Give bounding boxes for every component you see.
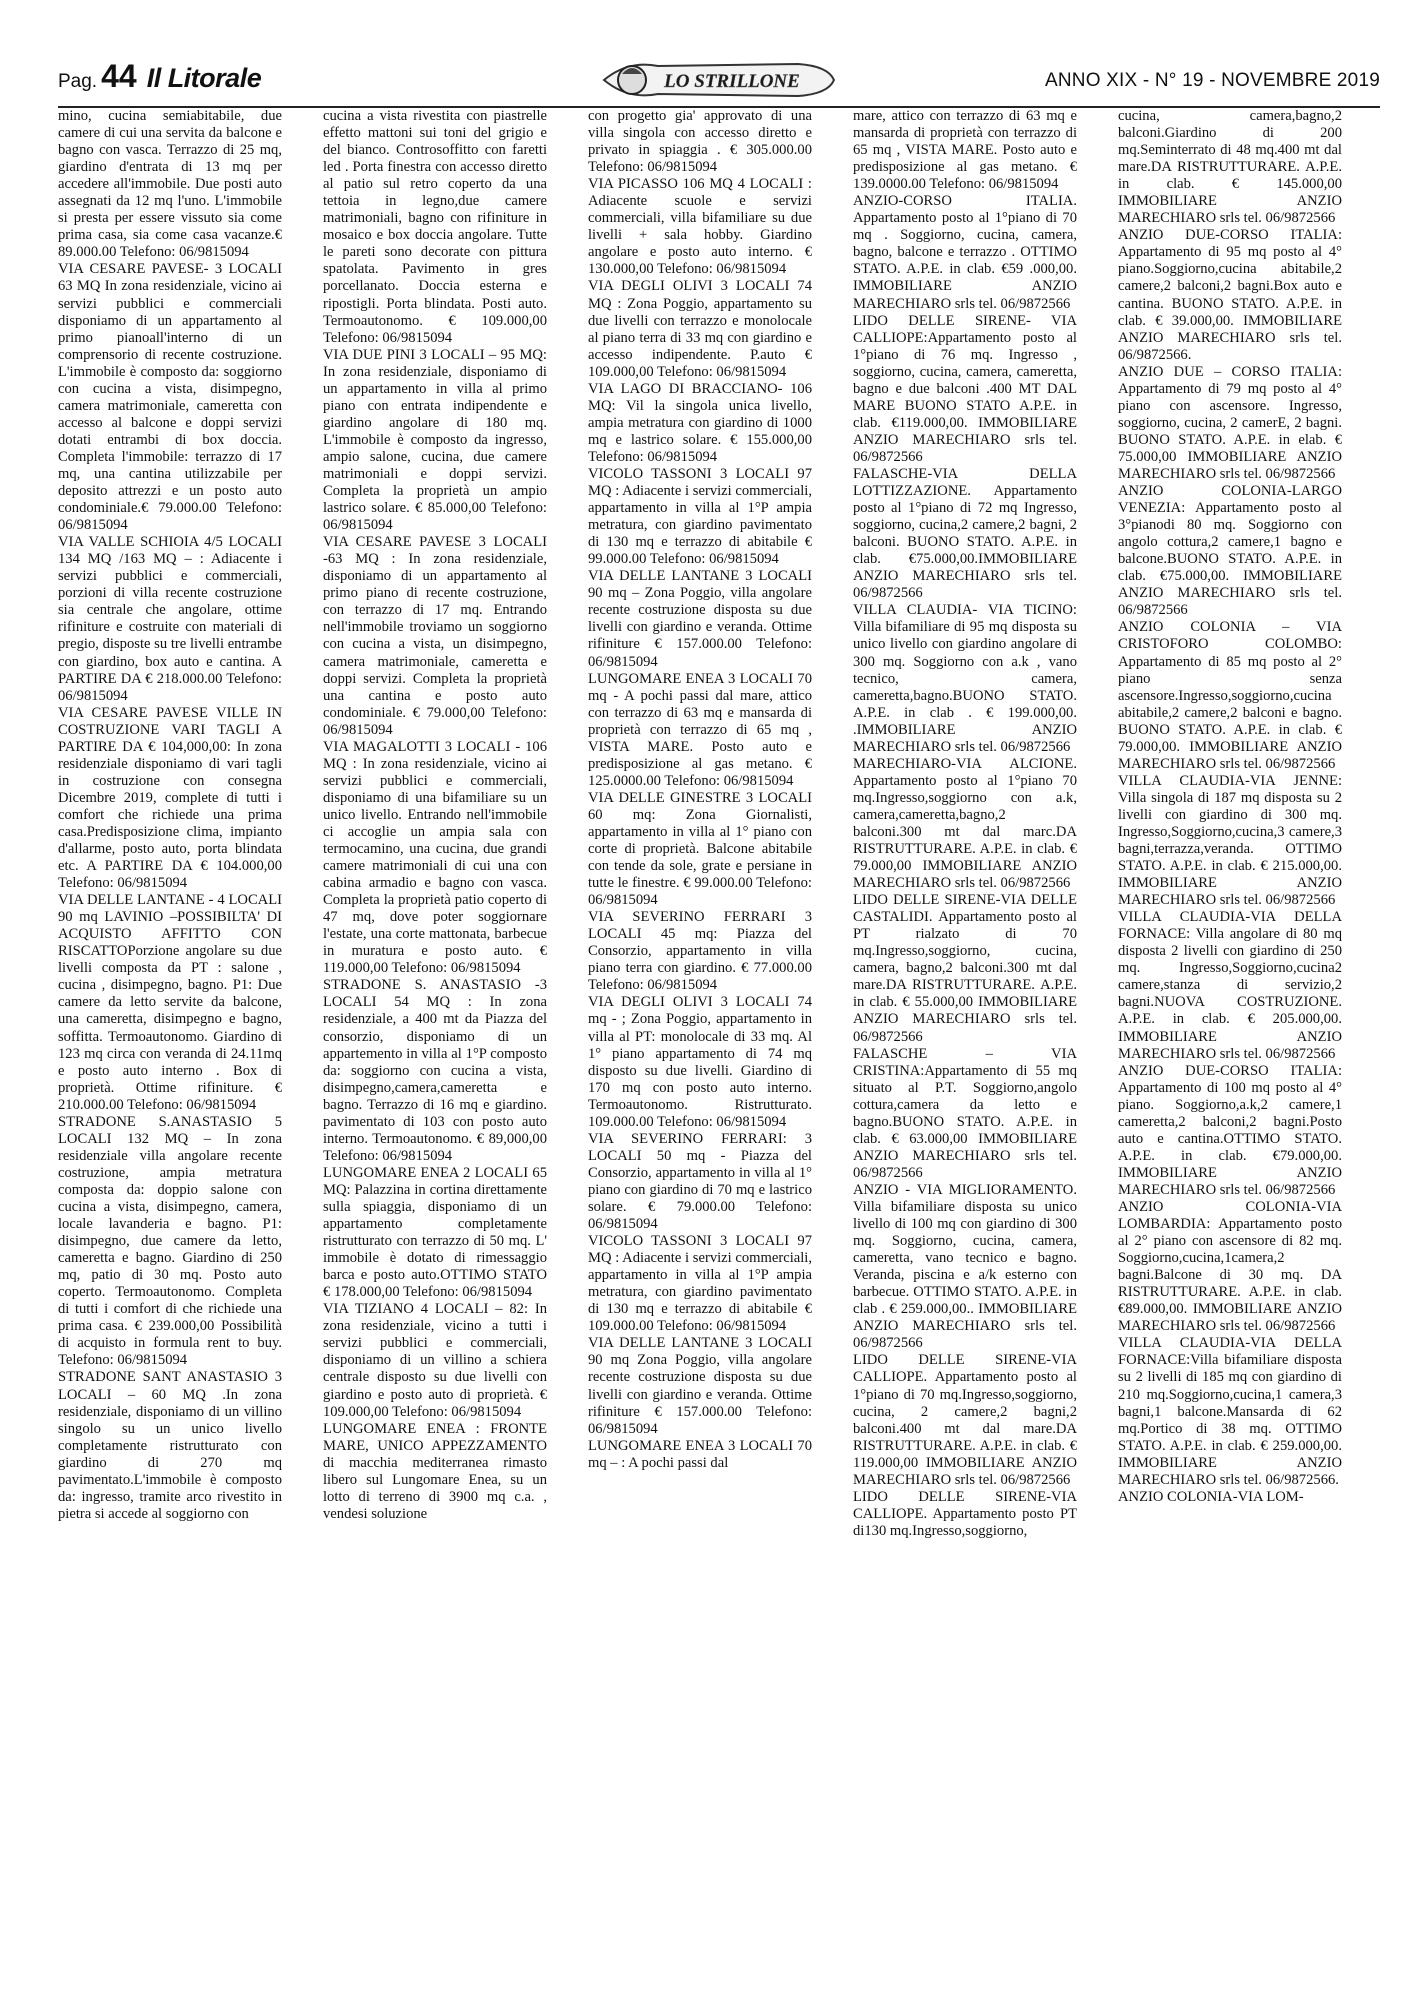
listing: FALASCHE-VIA DELLA LOTTIZZAZIONE. Appartamento posto al 1°piano di 72 mq Ingresso, soggiorno, cucina,2 camere,2 bagni, 2 balconi. BUONO STATO. A.P.E. in clab. €75.000,00.IMMOBILIARE ANZIO MARECHIARO srls tel. 06/9872566 bbox=[853, 465, 1077, 602]
listing: VIA SEVERINO FERRARI 3 LOCALI 45 mq: Piazza del Consorzio, appartamento in villa piano terra con giardino. € 77.000.00 Telefono: 06/9815094 bbox=[588, 909, 812, 994]
newspaper-name: Il Litorale bbox=[146, 63, 262, 93]
page-number: 44 bbox=[101, 58, 137, 94]
column-3 bbox=[588, 108, 812, 1984]
listing: FALASCHE – VIA CRISTINA:Appartamento di 55 mq situato al P.T. Soggiorno,angolo cottura,camera da letto e bagno.BUONO STATO. A.P.E. in clab. € 63.000,00 IMMOBILIARE ANZIO MARECHIARO srls tel. 06/9872566 bbox=[853, 1045, 1077, 1181]
issue-info: ANNO XIX - N° 19 - NOVEMBRE 2019 bbox=[1045, 70, 1380, 91]
listing: ANZIO COLONIA-VIA LOMBARDIA: Appartamento posto al 2° piano con ascensore di 82 mq. Soggiorno,cucina,1camera,2 bagni.Balcone di 30 mq. DA RISTRUTTURARE. A.P.E. in clab. €89.000,00. IMMOBILIARE ANZIO MARECHIARO srls tel. 06/9872566 bbox=[1118, 1199, 1342, 1335]
listing: VILLA CLAUDIA-VIA DELLA FORNACE:Villa bifamiliare disposta su 2 livelli di 185 mq con giardino di 210 mq.Soggiorno,cucina,1 camera,3 bagni,1 balcone.Mansarda di 62 mq.Portico di 38 mq. OTTIMO STATO. A.P.E. in clab. € 259.000,00. IMMOBILIARE ANZIO MARECHIARO srls tel. 06/9872566. bbox=[1118, 1335, 1342, 1488]
listing: VIA VALLE SCHIOIA 4/5 LOCALI 134 MQ /163 MQ – : Adiacente i servizi pubblici e commerciali, porzioni di villa recente costruzione sia centrale che angolare, ottime rifiniture e costruite con materiali di pregio, disposte su tre livelli entrambe con giardino, box auto e cantina. A PARTIRE DA € 218.000.00 Telefono: 06/9815094 bbox=[58, 534, 282, 704]
column-5 bbox=[1118, 108, 1342, 1984]
listing: VIA DELLE LANTANE 3 LOCALI 90 mq – Zona Poggio, villa angolare recente costruzione disposta su due livelli con giardino e veranda. Ottime rifiniture € 157.000.00 Telefono: 06/9815094 bbox=[588, 568, 812, 670]
page-header bbox=[58, 60, 1380, 104]
listing: VIA CESARE PAVESE VILLE IN COSTRUZIONE VARI TAGLI A PARTIRE DA € 104,000,00: In zona residenziale disponiamo di vari tagli in costruzione con consegna Dicembre 2019, complete di tutti i comfort che richiede una prima casa.Predisposizione clima, impianto d'allarme, posto auto, porta blindata etc. A PARTIRE DA € 104.000,00 Telefono: 06/9815094 bbox=[58, 704, 282, 892]
listing: ANZIO COLONIA-VIA LOM- bbox=[1118, 1488, 1304, 1505]
listing: LIDO DELLE SIRENE- VIA CALLIOPE:Appartamento posto al 1°piano di 76 mq. Ingresso , soggiorno, cucina, camera, cameretta, bagno e due balconi .400 MT DAL MARE BUONO STATO A.P.E. in clab. €119.000,00. IMMOBILIARE ANZIO MARECHIARO srls tel. 06/9872566 bbox=[853, 312, 1077, 465]
column-1 bbox=[58, 108, 282, 1984]
listing: mino, cucina semiabitabile, due camere di cui una servita da balcone e bagno con vasca. Terrazzo di 25 mq, giardino d'entrata di 13 mq per accedere all'immobile. Due posti auto assegnati da 12 mq l'uno. L'immobile si presta per essere vissuto sia come prima casa, sia come casa vacanze.€ 89.000.00 Telefono: 06/9815094 bbox=[58, 108, 282, 261]
classifieds-columns bbox=[58, 108, 1380, 1986]
listing: STRADONE SANT ANASTASIO 3 LOCALI – 60 MQ .In zona residenziale, disponiamo di un villino singolo su un unico livello completamente ristrutturato con giardino di 270 mq pavimentato.L'immobile è composto da: ingresso, tramite arco rivestito in pietra si accede al soggiorno con bbox=[58, 1369, 282, 1522]
column-2 bbox=[323, 108, 547, 1984]
listing: VIA SEVERINO FERRARI: 3 LOCALI 50 mq - Piazza del Consorzio, appartamento in villa al 1° piano con giardino di 70 mq e lastrico solare. € 79.000.00 Telefono: 06/9815094 bbox=[588, 1130, 812, 1233]
listing: VILLA CLAUDIA-VIA DELLA FORNACE: Villa angolare di 80 mq disposta 2 livelli con giardino di 250 mq. Ingresso,Soggiorno,cucina2 camere,stanza di servizio,2 bagni.NUOVA COSTRUZIONE. A.P.E. in clab. € 205.000,00. IMMOBILIARE ANZIO MARECHIARO srls tel. 06/9872566 bbox=[1118, 909, 1342, 1062]
logo-text: LO STRILLONE bbox=[664, 71, 800, 92]
listing: LIDO DELLE SIRENE-VIA DELLE CASTALIDI. Appartamento posto al PT rialzato di 70 mq.Ingresso,soggiorno, cucina, camera, bagno,2 balconi.300 mt dal mare.DA RISTRUTTURARE. A.P.E. in clab. € 55.000,00 IMMOBILIARE ANZIO MARECHIARO srls tel. 06/9872566 bbox=[853, 892, 1077, 1045]
listing: ANZIO DUE – CORSO ITALIA: Appartamento di 79 mq posto al 4° piano con ascensore. Ingresso, soggiorno, cucina, 2 camerE, 2 bagni. BUONO STATO. A.P.E. in elab. € 75.000,00 IMMOBILIARE ANZIO MARECHIARO srls tel. 06/9872566 bbox=[1118, 363, 1342, 482]
listing: VIA CESARE PAVESE- 3 LOCALI 63 MQ In zona residenziale, vicino ai servizi pubblici e commerciali disponiamo di un appartamento al primo pianoall'interno di un comprensorio di recente costruzione. L'immobile è composto da: soggiorno con cucina a vista, disimpegno, camera matrimoniale, cameretta con accesso al balcone e doppi servizi dotati entrambi di box doccia. Completa l'immobile: terrazzo di 17 mq, una cantina utilizzabile per deposito attrezzi e un posto auto condominiale.€ 79.000.00 Telefono: 06/9815094 bbox=[58, 261, 282, 534]
listing: VIA LAGO DI BRACCIANO- 106 MQ: Vil la singola unica livello, ampia metratura con giardino di 1000 mq e lastrico solare. € 155.000,00 Telefono: 06/9815094 bbox=[588, 380, 812, 465]
listing: ANZIO COLONIA-LARGO VENEZIA: Appartamento posto al 3°pianodi 80 mq. Soggiorno con angolo cottura,2 camere,1 bagno e balcone.BUONO STATO. A.P.E. in clab. €75.000,00. IMMOBILIARE ANZIO MARECHIARO srls tel. 06/9872566 bbox=[1118, 483, 1342, 619]
lo-strillone-logo bbox=[598, 54, 838, 106]
listing: LUNGOMARE ENEA : FRONTE MARE, UNICO APPEZZAMENTO di macchia mediterranea rimasto libero sul Lungomare Enea, su un lotto di terreno di 3900 mq c.a. , vendesi soluzione bbox=[323, 1420, 547, 1522]
listing: cucina a vista rivestita con piastrelle effetto mattoni sui toni del grigio e del bianco. Controsoffitto con faretti led . Porta finestra con accesso diretto al patio sul retro coperto da una tettoia in legno,due camere matrimoniali, bagno con rifiniture in mosaico e box doccia angolare. Tutte le pareti sono decorate con pittura spatolata. Pavimento in gres porcellanato. Doccia esterna e ripostigli. Porta blindata. Posti auto. Termoautonomo. € 109.000,00 Telefono: 06/9815094 bbox=[323, 108, 547, 346]
listing: LUNGOMARE ENEA 3 LOCALI 70 mq – : A pochi passi dal bbox=[588, 1437, 812, 1471]
listing: LIDO DELLE SIRENE-VIA CALLIOPE. Appartamento posto al 1°piano di 70 mq.Ingresso,soggiorno, cucina, 2 camere,2 bagni,2 balconi.400 mt dal mare.DA RISTRUTTURARE. A.P.E. in clab. € 119.000,00 IMMOBILIARE ANZIO MARECHIARO srls tel. 06/9872566 bbox=[853, 1352, 1077, 1488]
listing: VILLA CLAUDIA- VIA TICINO: Villa bifamiliare di 95 mq disposta su unico livello con giardino angolare di 300 mq. Soggiorno con a.k , vano tecnico, camera, cameretta,bagno.BUONO STATO. A.P.E. in clab . € 199.000,00. .IMMOBILIARE ANZIO MARECHIARO srls tel. 06/9872566 bbox=[853, 602, 1077, 755]
listing: VIA DEGLI OLIVI 3 LOCALI 74 mq - ; Zona Poggio, appartamento in villa al PT: monolocale di 33 mq. Al 1° piano appartamento di 74 mq disposto su due livelli. Giardino di 170 mq con posto auto interno. Termoautonomo. Ristrutturato. 109.000.00 Telefono: 06/9815094 bbox=[588, 994, 812, 1130]
listing: VICOLO TASSONI 3 LOCALI 97 MQ : Adiacente i servizi commerciali, appartamento in villa al 1°P ampia metratura, con giardino pavimentato di 130 mq e terrazzo di abitabile € 109.000.00 Telefono: 06/9815094 bbox=[588, 1233, 812, 1335]
listing: LIDO DELLE SIRENE-VIA CALLIOPE. Appartamento posto PT di130 mq.Ingresso,soggiorno, bbox=[853, 1488, 1077, 1539]
listing: ANZIO COLONIA – VIA CRISTOFORO COLOMBO: Appartamento di 85 mq posto al 2° piano senza ascensore.Ingresso,soggiorno,cucina abitabile,2 camere,2 balconi e bagno. BUONO STATO. A.P.E. in clab. € 79.000,00. IMMOBILIARE ANZIO MARECHIARO srls tel. 06/9872566 bbox=[1118, 619, 1342, 772]
listing: VIA DELLE GINESTRE 3 LOCALI 60 mq: Zona Giornalisti, appartamento in villa al 1° piano con corte di proprietà. Balcone abitabile con tende da sole, grate e persiane in tutte le finestre. € 99.000.00 Telefono: 06/9815094 bbox=[588, 789, 812, 909]
listing: mare, attico con terrazzo di 63 mq e mansarda di proprietà con terrazzo di 65 mq , VISTA MARE. Posto auto e predisposizione al gas metano. € 139.0000.00 Telefono: 06/9815094 bbox=[853, 108, 1077, 193]
page-label: Pag. bbox=[58, 71, 98, 92]
listing: VIA DEGLI OLIVI 3 LOCALI 74 MQ : Zona Poggio, appartamento su due livelli con terrazzo e monolocale al piano terra di 33 mq con giardino e accesso indipendente. P.auto € 109.000,00 Telefono: 06/9815094 bbox=[588, 278, 812, 380]
listing: VIA DELLE LANTANE - 4 LOCALI 90 mq LAVINIO –POSSIBILTA' DI ACQUISTO AFFITTO CON RISCATTOPorzione angolare su due livelli composta da PT : salone , cucina , disimpegno, bagno. P1: Due camere da letto servite da balcone, una cameretta, disimpegno e bagno, soffitta. Termoautonomo. Giardino di 123 mq circa con veranda di 24.11mq e posto auto interno . Box di proprietà. Ottime rifiniture. € 210.000.00 Telefono: 06/9815094 bbox=[58, 892, 282, 1113]
listing: ANZIO - VIA MIGLIORAMENTO. Villa bifamiliare disposta su unico livello di 100 mq con giardino di 300 mq. Soggiorno, cucina, camera, cameretta, vano tecnico e bagno. Veranda, piscina e a/k esterno con barbecue. OTTIMO STATO. A.P.E. in clab . € 259.000,00.. IMMOBILIARE ANZIO MARECHIARO srls tel. 06/9872566 bbox=[853, 1181, 1077, 1352]
listing: VILLA CLAUDIA-VIA JENNE: Villa singola di 187 mq disposta su 2 livelli con giardino di 300 mq. Ingresso,Soggiorno,cucina,3 camere,3 bagni,terrazza,veranda. OTTIMO STATO. A.P.E. in clab. € 215.000,00. IMMOBILIARE ANZIO MARECHIARO srls tel. 06/9872566 bbox=[1118, 772, 1342, 909]
listing: VIA PICASSO 106 MQ 4 LOCALI : Adiacente scuole e servizi commerciali, villa bifamiliare su due livelli + sala hobby. Giardino angolare e posto auto interno. € 130.000,00 Telefono: 06/9815094 bbox=[588, 176, 812, 278]
listing: ANZIO-CORSO ITALIA. Appartamento posto al 1°piano di 70 mq . Soggiorno, cucina, camera, bagno, balcone e terrazzo . OTTIMO STATO. A.P.E. in clab. €59 .000,00. IMMOBILIARE ANZIO MARECHIARO srls tel. 06/9872566 bbox=[853, 193, 1077, 312]
column-4 bbox=[853, 108, 1077, 1984]
page-label-group bbox=[58, 58, 261, 95]
listing: cucina, camera,bagno,2 balconi.Giardino di 200 mq.Seminterrato di 48 mq.400 mt dal mare.DA RISTRUTTURARE. A.P.E. in clab. € 145.000,00 IMMOBILIARE ANZIO MARECHIARO srls tel. 06/9872566 bbox=[1118, 108, 1342, 227]
listing: VIA MAGALOTTI 3 LOCALI - 106 MQ : In zona residenziale, vicino ai servizi pubblici e commerciali, disponiamo di una bifamiliare su un unico livello. Entrando nell'immobile ci accoglie un ampia sala con termocamino, una cucina, due grandi camere matrimoniali di cui una con cabina armadio e bagno con vasca. Completa la proprietà patio coperto di 47 mq, dove poter soggiornare l'estate, una corte mattonata, barbecue in muratura e posto auto. € 119.000,00 Telefono: 06/9815094 bbox=[323, 738, 547, 977]
listing: VIA TIZIANO 4 LOCALI – 82: In zona residenziale, vicino a tutti i servizi pubblici e commerciali, disponiamo di un villino a schiera centrale disposto su due livelli con giardino e posto auto di proprietà. € 109.000,00 Telefono: 06/9815094 bbox=[323, 1301, 547, 1420]
listing: ANZIO DUE-CORSO ITALIA: Appartamento di 95 mq posto al 4° piano.Soggiorno,cucina abitabile,2 camere,2 balconi,2 bagni.Box auto e cantina. BUONO STATO. A.P.E. in clab. € 39.000,00. IMMOBILIARE ANZIO MARECHIARO srls tel. 06/9872566. bbox=[1118, 227, 1342, 363]
listing: ANZIO DUE-CORSO ITALIA: Appartamento di 100 mq posto al 4° piano. Soggiorno,a.k,2 camere,1 cameretta,2 balconi,2 bagni.Posto auto e cantina.OTTIMO STATO. A.P.E. in clab. €79.000,00. IMMOBILIARE ANZIO MARECHIARO srls tel. 06/9872566 bbox=[1118, 1062, 1342, 1198]
listing: MARECHIARO-VIA ALCIONE. Appartamento posto al 1°piano 70 mq.Ingresso,soggiorno con a.k, camera,cameretta,bagno,2 balconi.300 mt dal marc.DA RISTRUTTURARE. A.P.E. in clab. € 79.000,00 IMMOBILIARE ANZIO MARECHIARO srls tel. 06/9872566 bbox=[853, 755, 1077, 892]
listing: VIA DUE PINI 3 LOCALI – 95 MQ: In zona residenziale, disponiamo di un appartamento in villa al primo piano con entrata indipendente e giardino angolare di 180 mq. L'immobile è composto da ingresso, ampio salone, cucina, due camere matrimoniali e doppi servizi. Completa la proprietà un ampio lastrico solare. € 85.000,00 Telefono: 06/9815094 bbox=[323, 346, 547, 534]
listing: VIA CESARE PAVESE 3 LOCALI -63 MQ : In zona residenziale, disponiamo di un appartamento al primo piano di recente costruzione, con terrazzo di 17 mq. Entrando nell'immobile troviamo un soggiorno con cucina a vista, un disimpegno, camera matrimoniale, cameretta e doppi servizi. Completa la proprietà una cantina e posto auto condominiale. € 79.000,00 Telefono: 06/9815094 bbox=[323, 534, 547, 738]
listing: con progetto gia' approvato di una villa singola con accesso diretto e privato in spiaggia . € 305.000.00 Telefono: 06/9815094 bbox=[588, 108, 812, 176]
listing: LUNGOMARE ENEA 3 LOCALI 70 mq - A pochi passi dal mare, attico con terrazzo di 63 mq e mansarda di proprietà con terrazzo di 65 mq , VISTA MARE. Posto auto e predisposizione al gas metano. € 125.0000.00 Telefono: 06/9815094 bbox=[588, 670, 812, 789]
listing: VIA DELLE LANTANE 3 LOCALI 90 mq Zona Poggio, villa angolare recente costruzione disposta su due livelli con giardino e veranda. Ottime rifiniture € 157.000.00 Telefono: 06/9815094 bbox=[588, 1335, 812, 1437]
listing: STRADONE S. ANASTASIO -3 LOCALI 54 MQ : In zona residenziale, a 400 mt da Piazza del consorzio, disponiamo di un appartemento in villa al 1°P composto da: soggiorno con cucina a vista, disimpegno,camera,cameretta e bagno. Terrazzo di 16 mq e giardino. pavimentato di 103 con posto auto interno. Termoautonomo. € 89,000,00 Telefono: 06/9815094 bbox=[323, 977, 547, 1164]
listing: STRADONE S.ANASTASIO 5 LOCALI 132 MQ – In zona residenziale villa angolare recente costruzione, ampia metratura composta da: doppio salone con cucina a vista, disimpegno, camera, locale lavanderia e bagno. P1: disimpegno, due camere da letto, cameretta e bagno. Giardino di 250 mq, patio di 30 mq. Posto auto coperto. Termoautonomo. Completa di tutti i comfort di che richiede una prima casa. € 239.000,00 Possibilità di acquisto in formula rent to buy. Telefono: 06/9815094 bbox=[58, 1113, 282, 1369]
listing: LUNGOMARE ENEA 2 LOCALI 65 MQ: Palazzina in cortina direttamente sulla spiaggia, disponiamo di un appartamento completamente ristrutturato con terrazzo di 50 mq. L' immobile è dotato di rimessaggio barca e posto auto.OTTIMO STATO € 178.000,00 Telefono: 06/9815094 bbox=[323, 1164, 547, 1301]
listing: VICOLO TASSONI 3 LOCALI 97 MQ : Adiacente i servizi commerciali, appartamento in villa al 1°P ampia metratura, con giardino pavimentato di 130 mq e terrazzo di abitabile € 99.000.00 Telefono: 06/9815094 bbox=[588, 465, 812, 568]
